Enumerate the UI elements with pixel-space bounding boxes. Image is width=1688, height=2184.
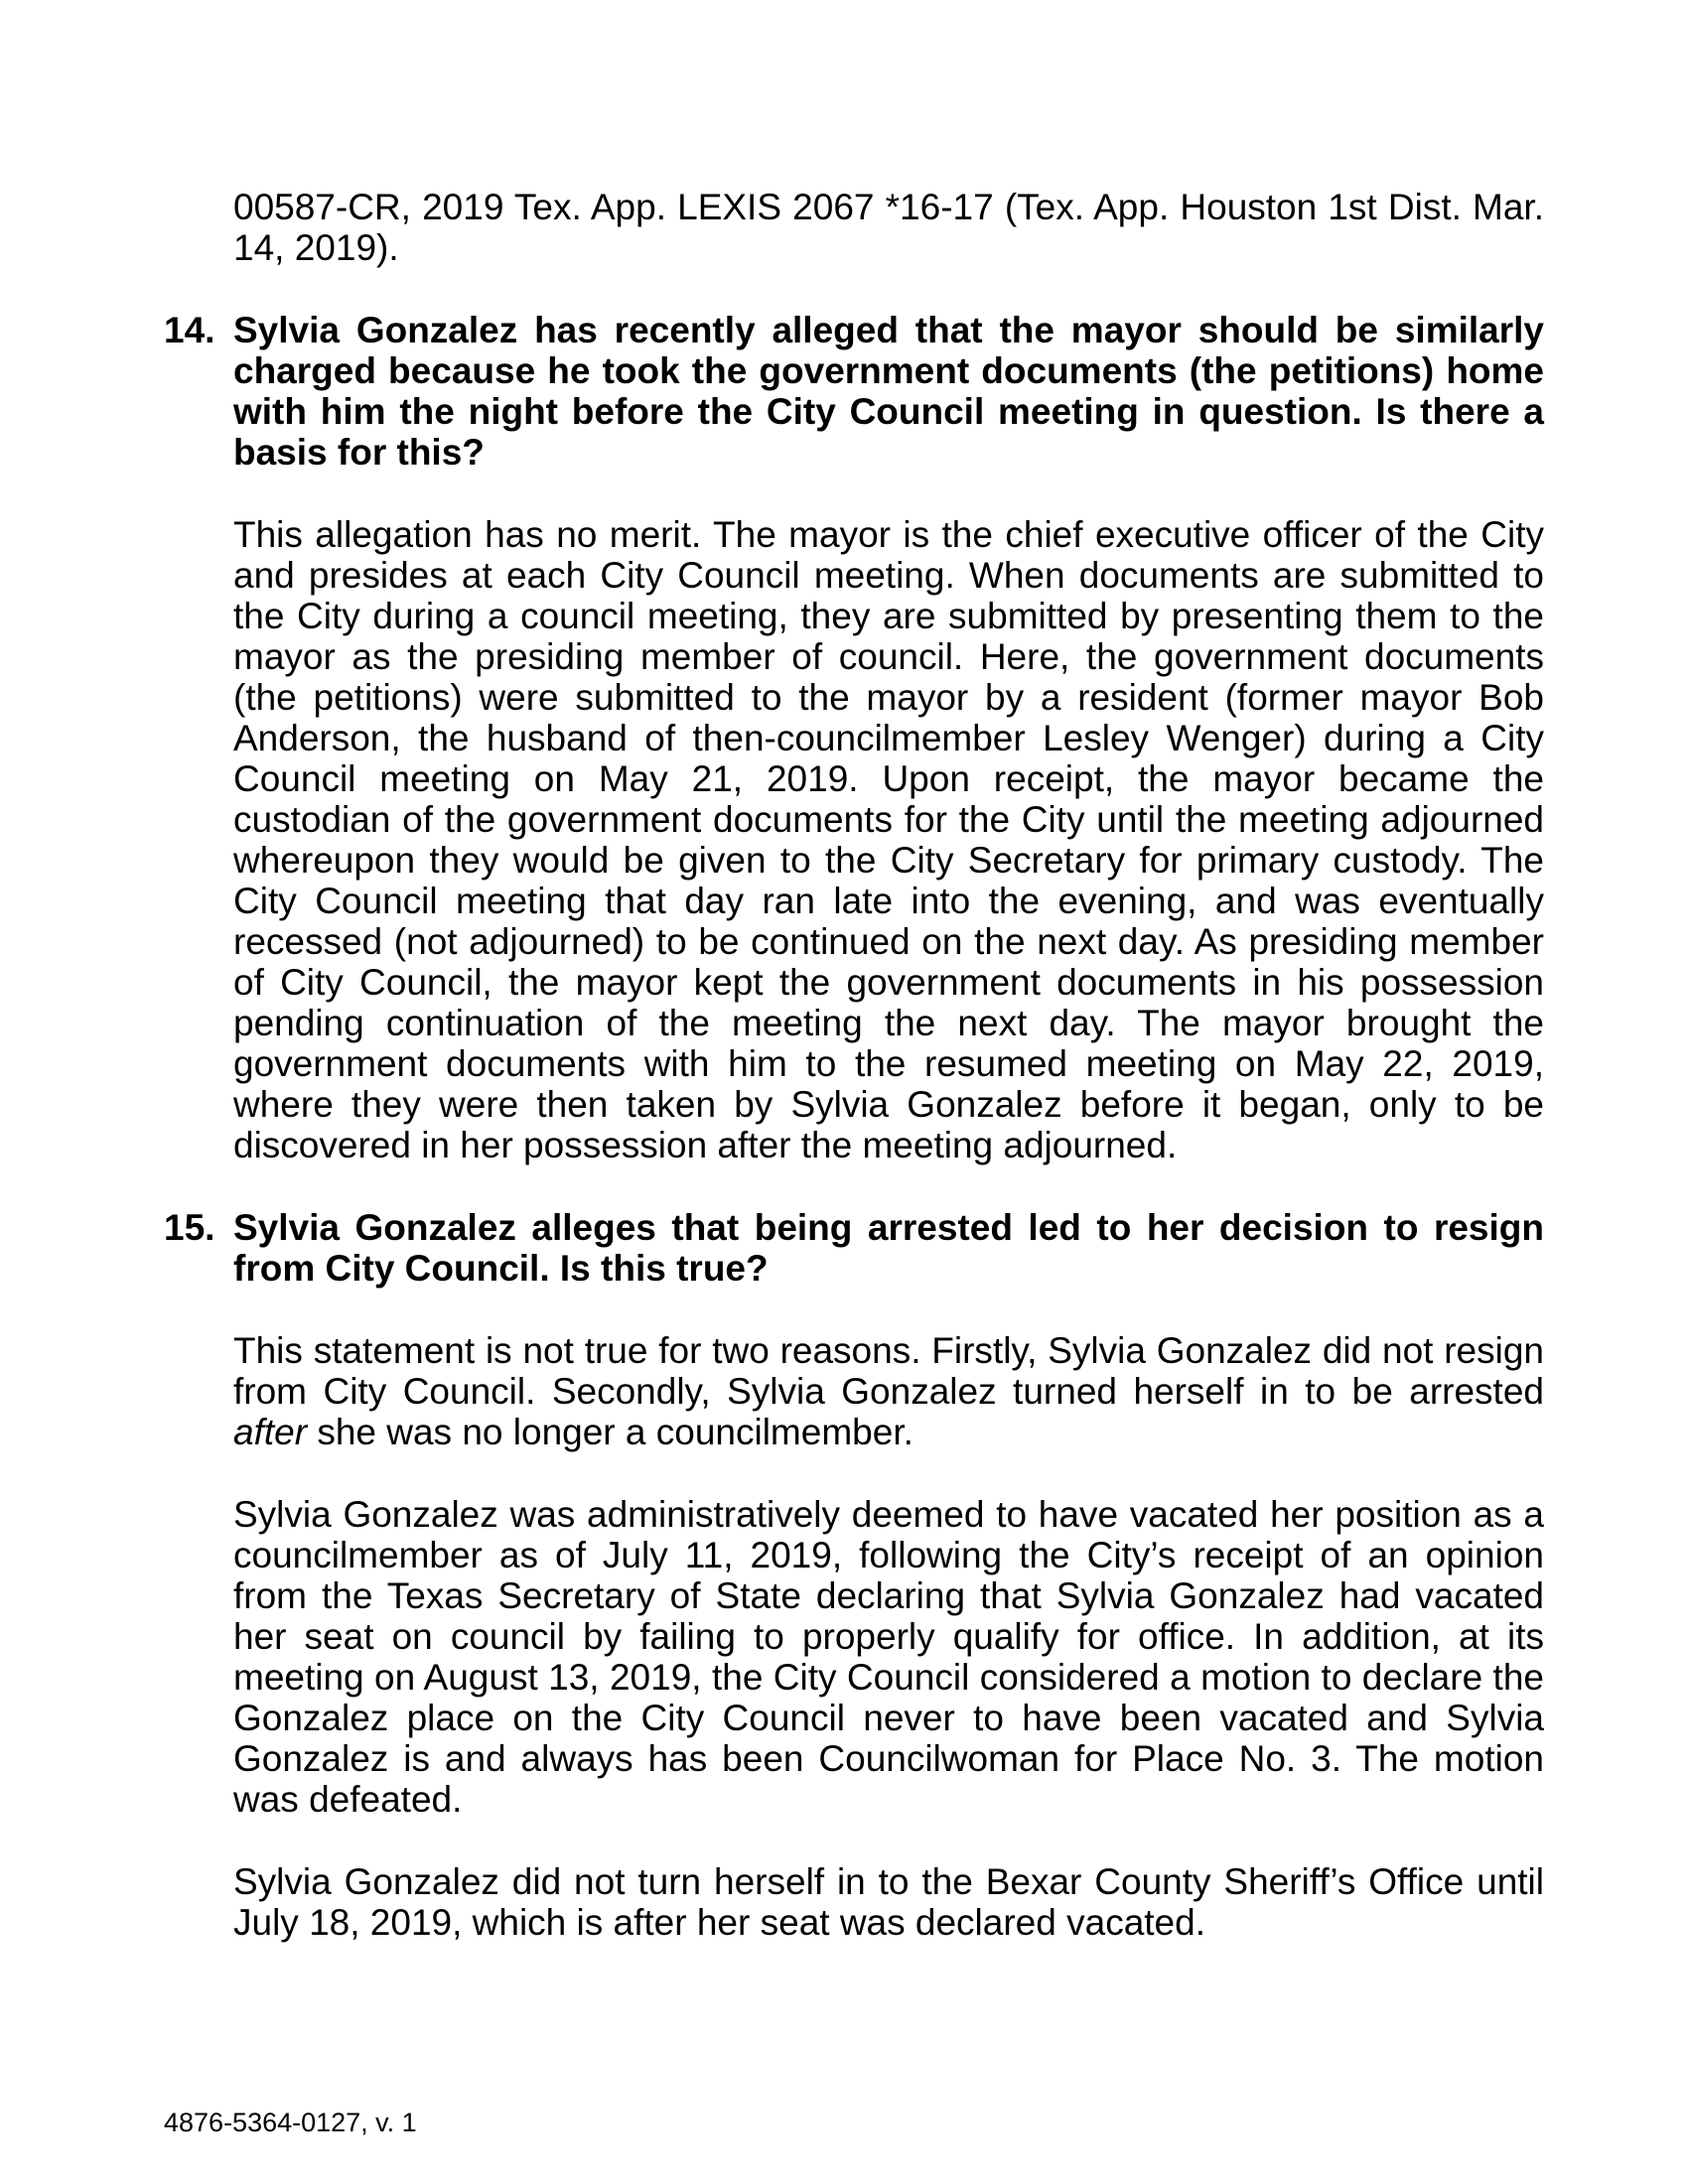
faq-item-14 [164,310,1544,473]
question-text-14: Sylvia Gonzalez has recently alleged that the mayor should be similarly charged because he took the government documents (the petitions) home with him the night before the City Council meeting in question. Is there a basis for this? [233,310,1544,473]
question-number-15: 15. [164,1207,215,1248]
faq-item-15 [164,1207,1544,1289]
answer-paragraph-14-1: This allegation has no merit. The mayor is the chief executive officer of the City and presides at each City Council meeting. When documents are submitted to the City during a council meeting, they are submitted by presenting them to the mayor as the presiding member of council. Here, the government documents (the petitions) were submitted to the mayor by a resident (former mayor Bob Anderson, the husband of then-councilmember Lesley Wenger) during a City Council meeting on May 21, 2019. Upon receipt, the mayor became the custodian of the government documents for the City until the meeting adjourned whereupon they would be given to the City Secretary for primary custody. The City Council meeting that day ran late into the evening, and was eventually recessed (not adjourned) to be continued on the next day. As presiding member of City Council, the mayor kept the government documents in his possession pending continuation of the meeting the next day. The mayor brought the government documents with him to the resumed meeting on May 22, 2019, where they were then taken by Sylvia Gonzalez before it began, only to be discovered in her possession after the meeting adjourned. [233,514,1544,1165]
answer-paragraph-15-1 [233,1330,1544,1452]
question-text-15: Sylvia Gonzalez alleges that being arrested led to her decision to resign from City Council. Is this true? [233,1207,1544,1289]
document-content [164,187,1544,1943]
answer-15-1-text-before-italic: This statement is not true for two reasons. Firstly, Sylvia Gonzalez did not resign from City Council. Secondly, Sylvia Gonzalez turned herself in to be arrested [233,1330,1544,1412]
answer-paragraph-15-2: Sylvia Gonzalez was administratively deemed to have vacated her position as a councilmember as of July 11, 2019, following the City’s receipt of an opinion from the Texas Secretary of State declaring that Sylvia Gonzalez had vacated her seat on council by failing to properly qualify for office. In addition, at its meeting on August 13, 2019, the City Council considered a motion to declare the Gonzalez place on the City Council never to have been vacated and Sylvia Gonzalez is and always has been Councilwoman for Place No. 3. The motion was defeated. [233,1494,1544,1820]
answer-paragraph-15-3: Sylvia Gonzalez did not turn herself in to the Bexar County Sheriff’s Office until July 18, 2019, which is after her seat was declared vacated. [233,1861,1544,1943]
answer-15-1-text-after-italic: she was no longer a councilmember. [307,1412,914,1452]
question-number-14: 14. [164,310,215,350]
answer-15-1-italic-word: after [233,1412,308,1452]
document-control-number: 4876-5364-0127, v. 1 [164,2108,417,2137]
citation-paragraph: 00587-CR, 2019 Tex. App. LEXIS 2067 *16-17 (Tex. App. Houston 1st Dist. Mar. 14, 2019). [233,187,1544,268]
